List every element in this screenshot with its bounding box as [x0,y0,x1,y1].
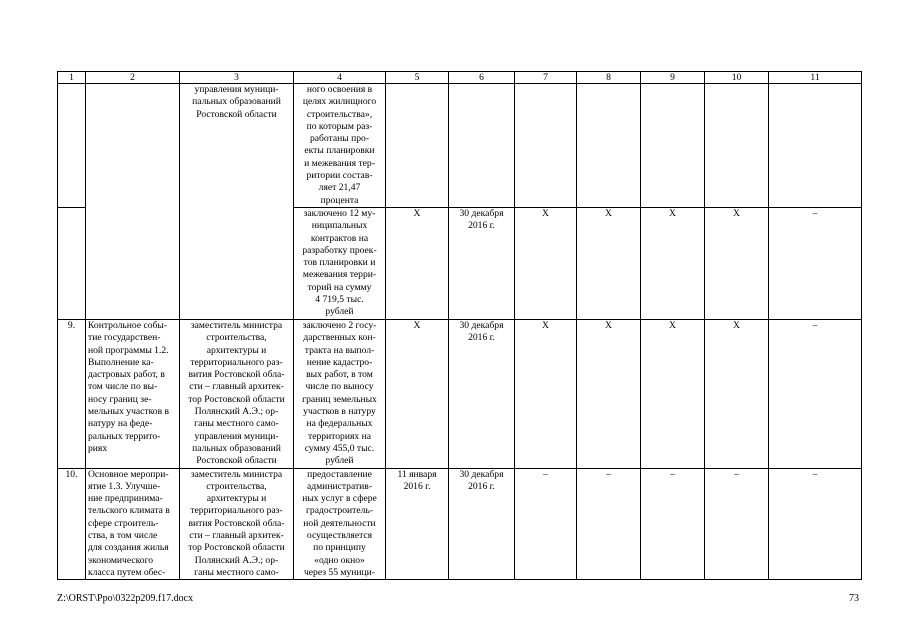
table-header-row [58,72,862,84]
table-cell [449,84,515,208]
table-cell: – [769,320,862,469]
header-cell: 7 [515,72,577,84]
table-cell: Х [705,208,769,320]
header-cell: 6 [449,72,515,84]
table-cell: – [515,468,577,580]
table-cell [705,84,769,208]
table-cell: – [705,468,769,580]
header-cell: 5 [386,72,449,84]
table-cell [386,84,449,208]
table-cell: Х [641,320,705,469]
table-cell [641,84,705,208]
table-cell: Х [705,320,769,469]
table-cell: 11 января 2016 г. [386,468,449,580]
table-cell [58,208,86,320]
header-cell: 11 [769,72,862,84]
table-cell: – [769,208,862,320]
table-cell: – [641,468,705,580]
table-row [58,84,862,208]
header-cell: 1 [58,72,86,84]
table-row [58,468,862,580]
table-cell [515,84,577,208]
table-cell: предоставление административ- ных услуг в сфере градостроитель- ной деятельности осуществляется по принципу «одно окно» через 55 муници- [294,468,386,580]
header-cell: 4 [294,72,386,84]
table-cell: Х [515,320,577,469]
document-table [57,71,862,580]
header-cell: 9 [641,72,705,84]
table-cell: ного освоения в целях жилищного строительства», по которым раз- работаны про- екты планировки и межевания тер- ритории состав- ляет 21,47 процента [294,84,386,208]
table-cell: 30 декабря 2016 г. [449,468,515,580]
table-cell: Х [641,208,705,320]
table-cell: 30 декабря 2016 г. [449,320,515,469]
table-cell: заместитель министра строительства, архитектуры и территориального раз- вития Ростовской обла- сти – главный архитек- тор Ростовской области Полянский А.Э.; ор- ганы местного само- управления муници- пальных образований Ростовской области [180,320,294,469]
row-number: 10. [58,468,86,580]
header-cell: 10 [705,72,769,84]
table-cell: – [577,468,641,580]
table-row [58,320,862,469]
table-cell: заключено 12 му- ниципальных контрактов на разработку проек- тов планировки и межевания терри- торий на сумму 4 719,5 тыс. рублей [294,208,386,320]
table-cell: Х [386,320,449,469]
row-number: 9. [58,320,86,469]
table-cell: Х [577,208,641,320]
table-cell: 30 декабря 2016 г. [449,208,515,320]
table-cell [58,84,86,208]
table-cell: управления муници- пальных образований Ростовской области [180,84,294,320]
table-cell [86,84,180,320]
table-cell: заключено 2 госу- дарственных кон- тракта на выпол- нение кадастро- вых работ, в том числе по выносу границ земельных участков в натуру на федеральных территориях на сумму 455,0 тыс. рублей [294,320,386,469]
table-cell [577,84,641,208]
table-cell [769,84,862,208]
table-cell: Х [577,320,641,469]
table-cell: Х [386,208,449,320]
table-cell: Контрольное собы- тие государствен- ной программы 1.2. Выполнение ка- дастровых работ, в том числе по вы- носу границ зе- мельных участков в натуру на феде- ральных террито- риях [86,320,180,469]
table-cell: Основное меропри- ятие 1.3. Улучше- ние предпринима- тельского климата в сфере строитель- ства, в том числе для создания жилья экономического класса путем обес- [86,468,180,580]
table-cell: – [769,468,862,580]
header-cell: 3 [180,72,294,84]
footer-file-path: Z:\ORST\Ppo\0322p209.f17.docx [57,593,194,604]
page-number: 73 [849,593,859,604]
header-cell: 2 [86,72,180,84]
table-cell: заместитель министра строительства, архитектуры и территориального раз- вития Ростовской обла- сти – главный архитек- тор Ростовской области Полянский А.Э.; ор- ганы местного само- [180,468,294,580]
table-cell: Х [515,208,577,320]
header-cell: 8 [577,72,641,84]
